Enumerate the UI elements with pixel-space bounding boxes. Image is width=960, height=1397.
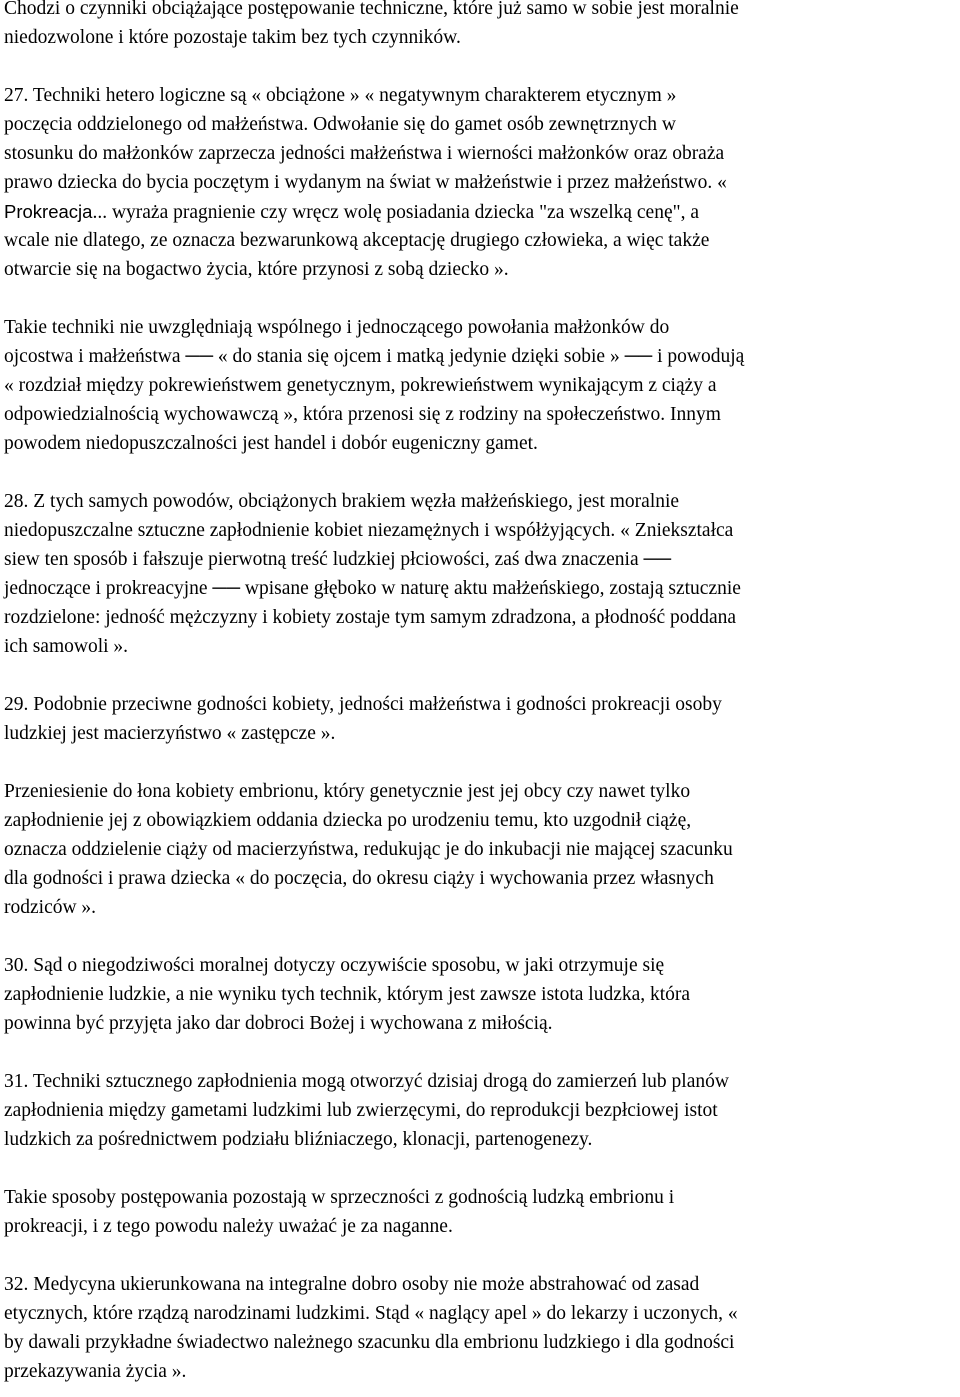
paragraph-29 (4, 690, 960, 748)
text-line: Chodzi o czynniki obciążające postępowanie techniczne, które już samo w sobie jest moralnie (4, 0, 739, 19)
text-line: 30. Sąd o niegodziwości moralnej dotyczy oczywiście sposobu, w jaki otrzymuje się (4, 955, 665, 976)
text-line: niedozwolone i które pozostaje takim bez tych czynników. (4, 27, 461, 48)
paragraph-32 (4, 1270, 960, 1386)
text-line: 31. Techniki sztucznego zapłodnienia mogą otworzyć dzisiaj drogą do zamierzeń lub planów (4, 1071, 729, 1092)
paragraph-29-continued (4, 777, 960, 922)
text-line: zapłodnienie ludzkie, a nie wyniku tych technik, którym jest zawsze istota ludzka, która (4, 984, 691, 1005)
text-line: powodem niedopuszczalności jest handel i dobór eugeniczny gamet. (4, 433, 538, 454)
text-line: dla godności i prawa dziecka « do poczęcia, do okresu ciąży i wychowania przez własnych (4, 868, 714, 889)
text-line: stosunku do małżonków zaprzecza jedności małżeństwa i wierności małżonków oraz obraża (4, 143, 725, 164)
text-line: rozdzielone: jedność mężczyzny i kobiety zostaje tym samym zdradzona, a płodność poddana (4, 607, 737, 628)
text-line: jednoczące i prokreacyjne ── wpisane głęboko w naturę aktu małżeńskiego, zostają sztucznie (4, 578, 741, 599)
paragraph-28 (4, 487, 960, 661)
text-line: « rozdział między pokrewieństwem genetycznym, pokrewieństwem wynikającym z ciąży a (4, 375, 717, 396)
paragraph-27-continued (4, 313, 960, 458)
text-line: prawo dziecka do bycia poczętym i wydanym na świat w małżeństwie i przez małżeństwo. « (4, 172, 727, 193)
text-line: by dawali przykładne świadectwo należnego szacunku dla embrionu ludzkiego i dla godności (4, 1332, 735, 1353)
text-line: 27. Techniki hetero logiczne są « obciążone » « negatywnym charakterem etycznym » (4, 85, 677, 106)
text-line: prokreacji, i z tego powodu należy uważać je za naganne. (4, 1216, 453, 1237)
paragraph-30 (4, 951, 960, 1038)
text-line: Takie sposoby postępowania pozostają w sprzeczności z godnością ludzką embrionu i (4, 1187, 675, 1208)
paragraph-27 (4, 81, 960, 284)
text-run-prokreacja: Prokreacja (4, 201, 93, 222)
text-line: ludzkiej jest macierzyństwo « zastępcze ». (4, 723, 336, 744)
paragraph-intro (4, 0, 960, 52)
paragraph-31 (4, 1067, 960, 1154)
paragraph-31-continued (4, 1183, 960, 1241)
text-line: poczęcia oddzielonego od małżeństwa. Odwołanie się do gamet osób zewnętrznych w (4, 114, 676, 135)
text-line: odpowiedzialnością wychowawczą », która przenosi się z rodziny na społeczeństwo. Innym (4, 404, 721, 425)
text-line: zapłodnienie jej z obowiązkiem oddania dziecka po urodzeniu temu, kto uzgodnił ciążę, (4, 810, 692, 831)
text-line: ich samowoli ». (4, 636, 129, 657)
text-line: 29. Podobnie przeciwne godności kobiety, jedności małżeństwa i godności prokreacji osoby (4, 694, 722, 715)
text-line: otwarcie się na bogactwo życia, które przynosi z sobą dziecko ». (4, 259, 509, 280)
text-line: niedopuszczalne sztuczne zapłodnienie kobiet niezamężnych i współżyjących. « Zniekształca (4, 520, 734, 541)
text-run: ... wyraża pragnienie czy wręcz wolę posiadania dziecka "za wszelką cenę", a (92, 202, 699, 223)
text-line: rodziców ». (4, 897, 97, 918)
text-line: przekazywania życia ». (4, 1361, 187, 1382)
text-line: 32. Medycyna ukierunkowana na integralne dobro osoby nie może abstrahować od zasad (4, 1274, 700, 1295)
text-line: 28. Z tych samych powodów, obciążonych brakiem węzła małżeńskiego, jest moralnie (4, 491, 680, 512)
text-line: ojcostwa i małżeństwa ── « do stania się ojcem i matką jedynie dzięki sobie » ── i powodują (4, 346, 745, 367)
text-line (4, 197, 960, 226)
text-line: Takie techniki nie uwzględniają wspólnego i jednoczącego powołania małżonków do (4, 317, 670, 338)
text-line: zapłodnienia między gametami ludzkimi lub zwierzęcymi, do reprodukcji bezpłciowej istot (4, 1100, 718, 1121)
text-line: siew ten sposób i fałszuje pierwotną treść ludzkiej płciowości, zaś dwa znaczenia ── (4, 549, 672, 570)
text-line: Przeniesienie do łona kobiety embrionu, który genetycznie jest jej obcy czy nawet tylko (4, 781, 691, 802)
text-line: etycznych, które rządzą narodzinami ludzkimi. Stąd « naglący apel » do lekarzy i uczonych, « (4, 1303, 738, 1324)
text-line: oznacza oddzielenie ciąży od macierzyństwa, redukując je do inkubacji nie mającej szacunku (4, 839, 733, 860)
text-line: wcale nie dlatego, ze oznacza bezwarunkową akceptację drugiego człowieka, a więc także (4, 230, 710, 251)
text-line: ludzkich za pośrednictwem podziału bliźniaczego, klonacji, partenogenezy. (4, 1129, 593, 1150)
text-line: powinna być przyjęta jako dar dobroci Bożej i wychowana z miłością. (4, 1013, 553, 1034)
